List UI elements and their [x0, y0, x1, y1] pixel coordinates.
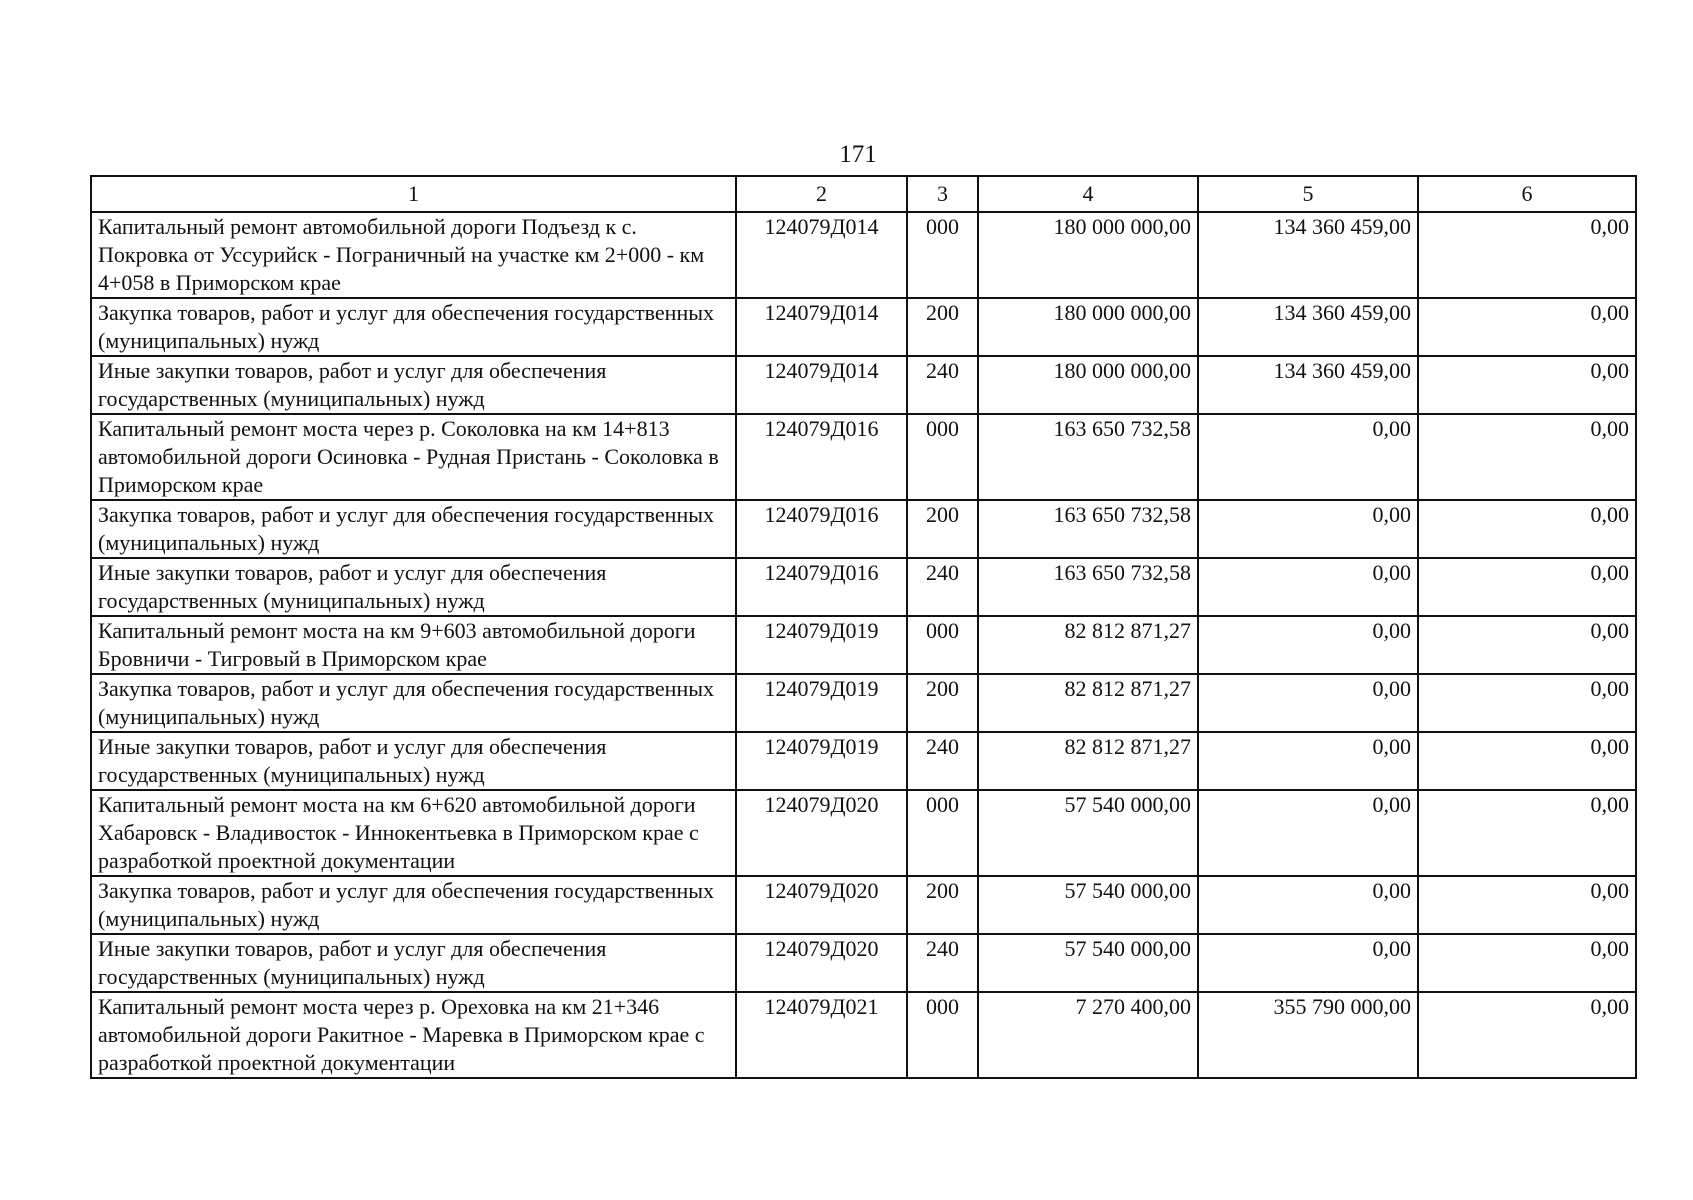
amount-col5: 0,00 — [1198, 616, 1418, 674]
column-header: 2 — [736, 176, 907, 212]
table-row — [91, 674, 1636, 732]
amount-col5: 355 790 000,00 — [1198, 992, 1418, 1078]
amount-col5: 0,00 — [1198, 500, 1418, 558]
amount-col5: 134 360 459,00 — [1198, 298, 1418, 356]
target-code: 124079Д019 — [736, 732, 907, 790]
row-name: Капитальный ремонт моста на км 9+603 автомобильной дороги Бровничи - Тигровый в Приморском крае — [91, 616, 736, 674]
expense-type: 200 — [907, 674, 978, 732]
target-code: 124079Д014 — [736, 212, 907, 298]
expense-type: 200 — [907, 298, 978, 356]
amount-col4: 57 540 000,00 — [978, 934, 1198, 992]
header-row — [91, 176, 1636, 212]
row-name: Капитальный ремонт моста через р. Соколовка на км 14+813 автомобильной дороги Осиновка - Рудная Пристань - Соколовка в Приморском крае — [91, 414, 736, 500]
amount-col4: 82 812 871,27 — [978, 732, 1198, 790]
amount-col4: 163 650 732,58 — [978, 414, 1198, 500]
amount-col4: 82 812 871,27 — [978, 674, 1198, 732]
table-row — [91, 356, 1636, 414]
amount-col5: 0,00 — [1198, 876, 1418, 934]
target-code: 124079Д016 — [736, 414, 907, 500]
table-row — [91, 414, 1636, 500]
expense-type: 240 — [907, 732, 978, 790]
expense-type: 000 — [907, 414, 978, 500]
row-name: Капитальный ремонт моста через р. Ореховка на км 21+346 автомобильной дороги Ракитное - Маревка в Приморском крае с разработкой проектной документации — [91, 992, 736, 1078]
table-row — [91, 732, 1636, 790]
table-row — [91, 558, 1636, 616]
row-name: Капитальный ремонт автомобильной дороги Подъезд к с. Покровка от Уссурийск - Пограничный на участке км 2+000 - км 4+058 в Приморском крае — [91, 212, 736, 298]
column-header: 4 — [978, 176, 1198, 212]
target-code: 124079Д020 — [736, 876, 907, 934]
amount-col5: 0,00 — [1198, 414, 1418, 500]
row-name: Закупка товаров, работ и услуг для обеспечения государственных (муниципальных) нужд — [91, 876, 736, 934]
amount-col4: 163 650 732,58 — [978, 500, 1198, 558]
amount-col5: 0,00 — [1198, 674, 1418, 732]
row-name: Закупка товаров, работ и услуг для обеспечения государственных (муниципальных) нужд — [91, 674, 736, 732]
amount-col6: 0,00 — [1418, 674, 1636, 732]
row-name: Закупка товаров, работ и услуг для обеспечения государственных (муниципальных) нужд — [91, 298, 736, 356]
table-row — [91, 212, 1636, 298]
expense-type: 240 — [907, 356, 978, 414]
column-header: 3 — [907, 176, 978, 212]
expense-type: 000 — [907, 616, 978, 674]
expense-type: 200 — [907, 876, 978, 934]
target-code: 124079Д020 — [736, 934, 907, 992]
expense-type: 200 — [907, 500, 978, 558]
amount-col6: 0,00 — [1418, 500, 1636, 558]
target-code: 124079Д019 — [736, 616, 907, 674]
table-row — [91, 616, 1636, 674]
column-header: 1 — [91, 176, 736, 212]
amount-col5: 134 360 459,00 — [1198, 356, 1418, 414]
amount-col4: 82 812 871,27 — [978, 616, 1198, 674]
table-row — [91, 500, 1636, 558]
amount-col6: 0,00 — [1418, 876, 1636, 934]
amount-col5: 0,00 — [1198, 934, 1418, 992]
column-header: 6 — [1418, 176, 1636, 212]
amount-col4: 57 540 000,00 — [978, 876, 1198, 934]
expense-type: 000 — [907, 212, 978, 298]
amount-col6: 0,00 — [1418, 790, 1636, 876]
row-name: Капитальный ремонт моста на км 6+620 автомобильной дороги Хабаровск - Владивосток - Иннокентьевка в Приморском крае с разработкой проектной документации — [91, 790, 736, 876]
page-number: 171 — [839, 141, 877, 168]
expense-type: 000 — [907, 992, 978, 1078]
row-name: Иные закупки товаров, работ и услуг для обеспечения государственных (муниципальных) нужд — [91, 934, 736, 992]
amount-col6: 0,00 — [1418, 992, 1636, 1078]
amount-col6: 0,00 — [1418, 414, 1636, 500]
amount-col6: 0,00 — [1418, 558, 1636, 616]
amount-col4: 7 270 400,00 — [978, 992, 1198, 1078]
amount-col5: 0,00 — [1198, 790, 1418, 876]
target-code: 124079Д021 — [736, 992, 907, 1078]
table-row — [91, 298, 1636, 356]
row-name: Иные закупки товаров, работ и услуг для обеспечения государственных (муниципальных) нужд — [91, 356, 736, 414]
amount-col6: 0,00 — [1418, 356, 1636, 414]
amount-col4: 57 540 000,00 — [978, 790, 1198, 876]
column-header: 5 — [1198, 176, 1418, 212]
expense-type: 240 — [907, 934, 978, 992]
target-code: 124079Д016 — [736, 558, 907, 616]
table-row — [91, 934, 1636, 992]
amount-col6: 0,00 — [1418, 934, 1636, 992]
amount-col5: 0,00 — [1198, 558, 1418, 616]
table-row — [91, 876, 1636, 934]
target-code: 124079Д016 — [736, 500, 907, 558]
target-code: 124079Д014 — [736, 356, 907, 414]
target-code: 124079Д020 — [736, 790, 907, 876]
table-row — [91, 992, 1636, 1078]
table-row — [91, 790, 1636, 876]
target-code: 124079Д014 — [736, 298, 907, 356]
amount-col4: 163 650 732,58 — [978, 558, 1198, 616]
amount-col4: 180 000 000,00 — [978, 212, 1198, 298]
amount-col5: 134 360 459,00 — [1198, 212, 1418, 298]
amount-col6: 0,00 — [1418, 732, 1636, 790]
amount-col6: 0,00 — [1418, 212, 1636, 298]
target-code: 124079Д019 — [736, 674, 907, 732]
row-name: Иные закупки товаров, работ и услуг для обеспечения государственных (муниципальных) нужд — [91, 558, 736, 616]
expense-type: 000 — [907, 790, 978, 876]
amount-col5: 0,00 — [1198, 732, 1418, 790]
row-name: Закупка товаров, работ и услуг для обеспечения государственных (муниципальных) нужд — [91, 500, 736, 558]
budget-table — [90, 175, 1637, 1079]
amount-col6: 0,00 — [1418, 616, 1636, 674]
amount-col6: 0,00 — [1418, 298, 1636, 356]
amount-col4: 180 000 000,00 — [978, 356, 1198, 414]
amount-col4: 180 000 000,00 — [978, 298, 1198, 356]
expense-type: 240 — [907, 558, 978, 616]
row-name: Иные закупки товаров, работ и услуг для обеспечения государственных (муниципальных) нужд — [91, 732, 736, 790]
